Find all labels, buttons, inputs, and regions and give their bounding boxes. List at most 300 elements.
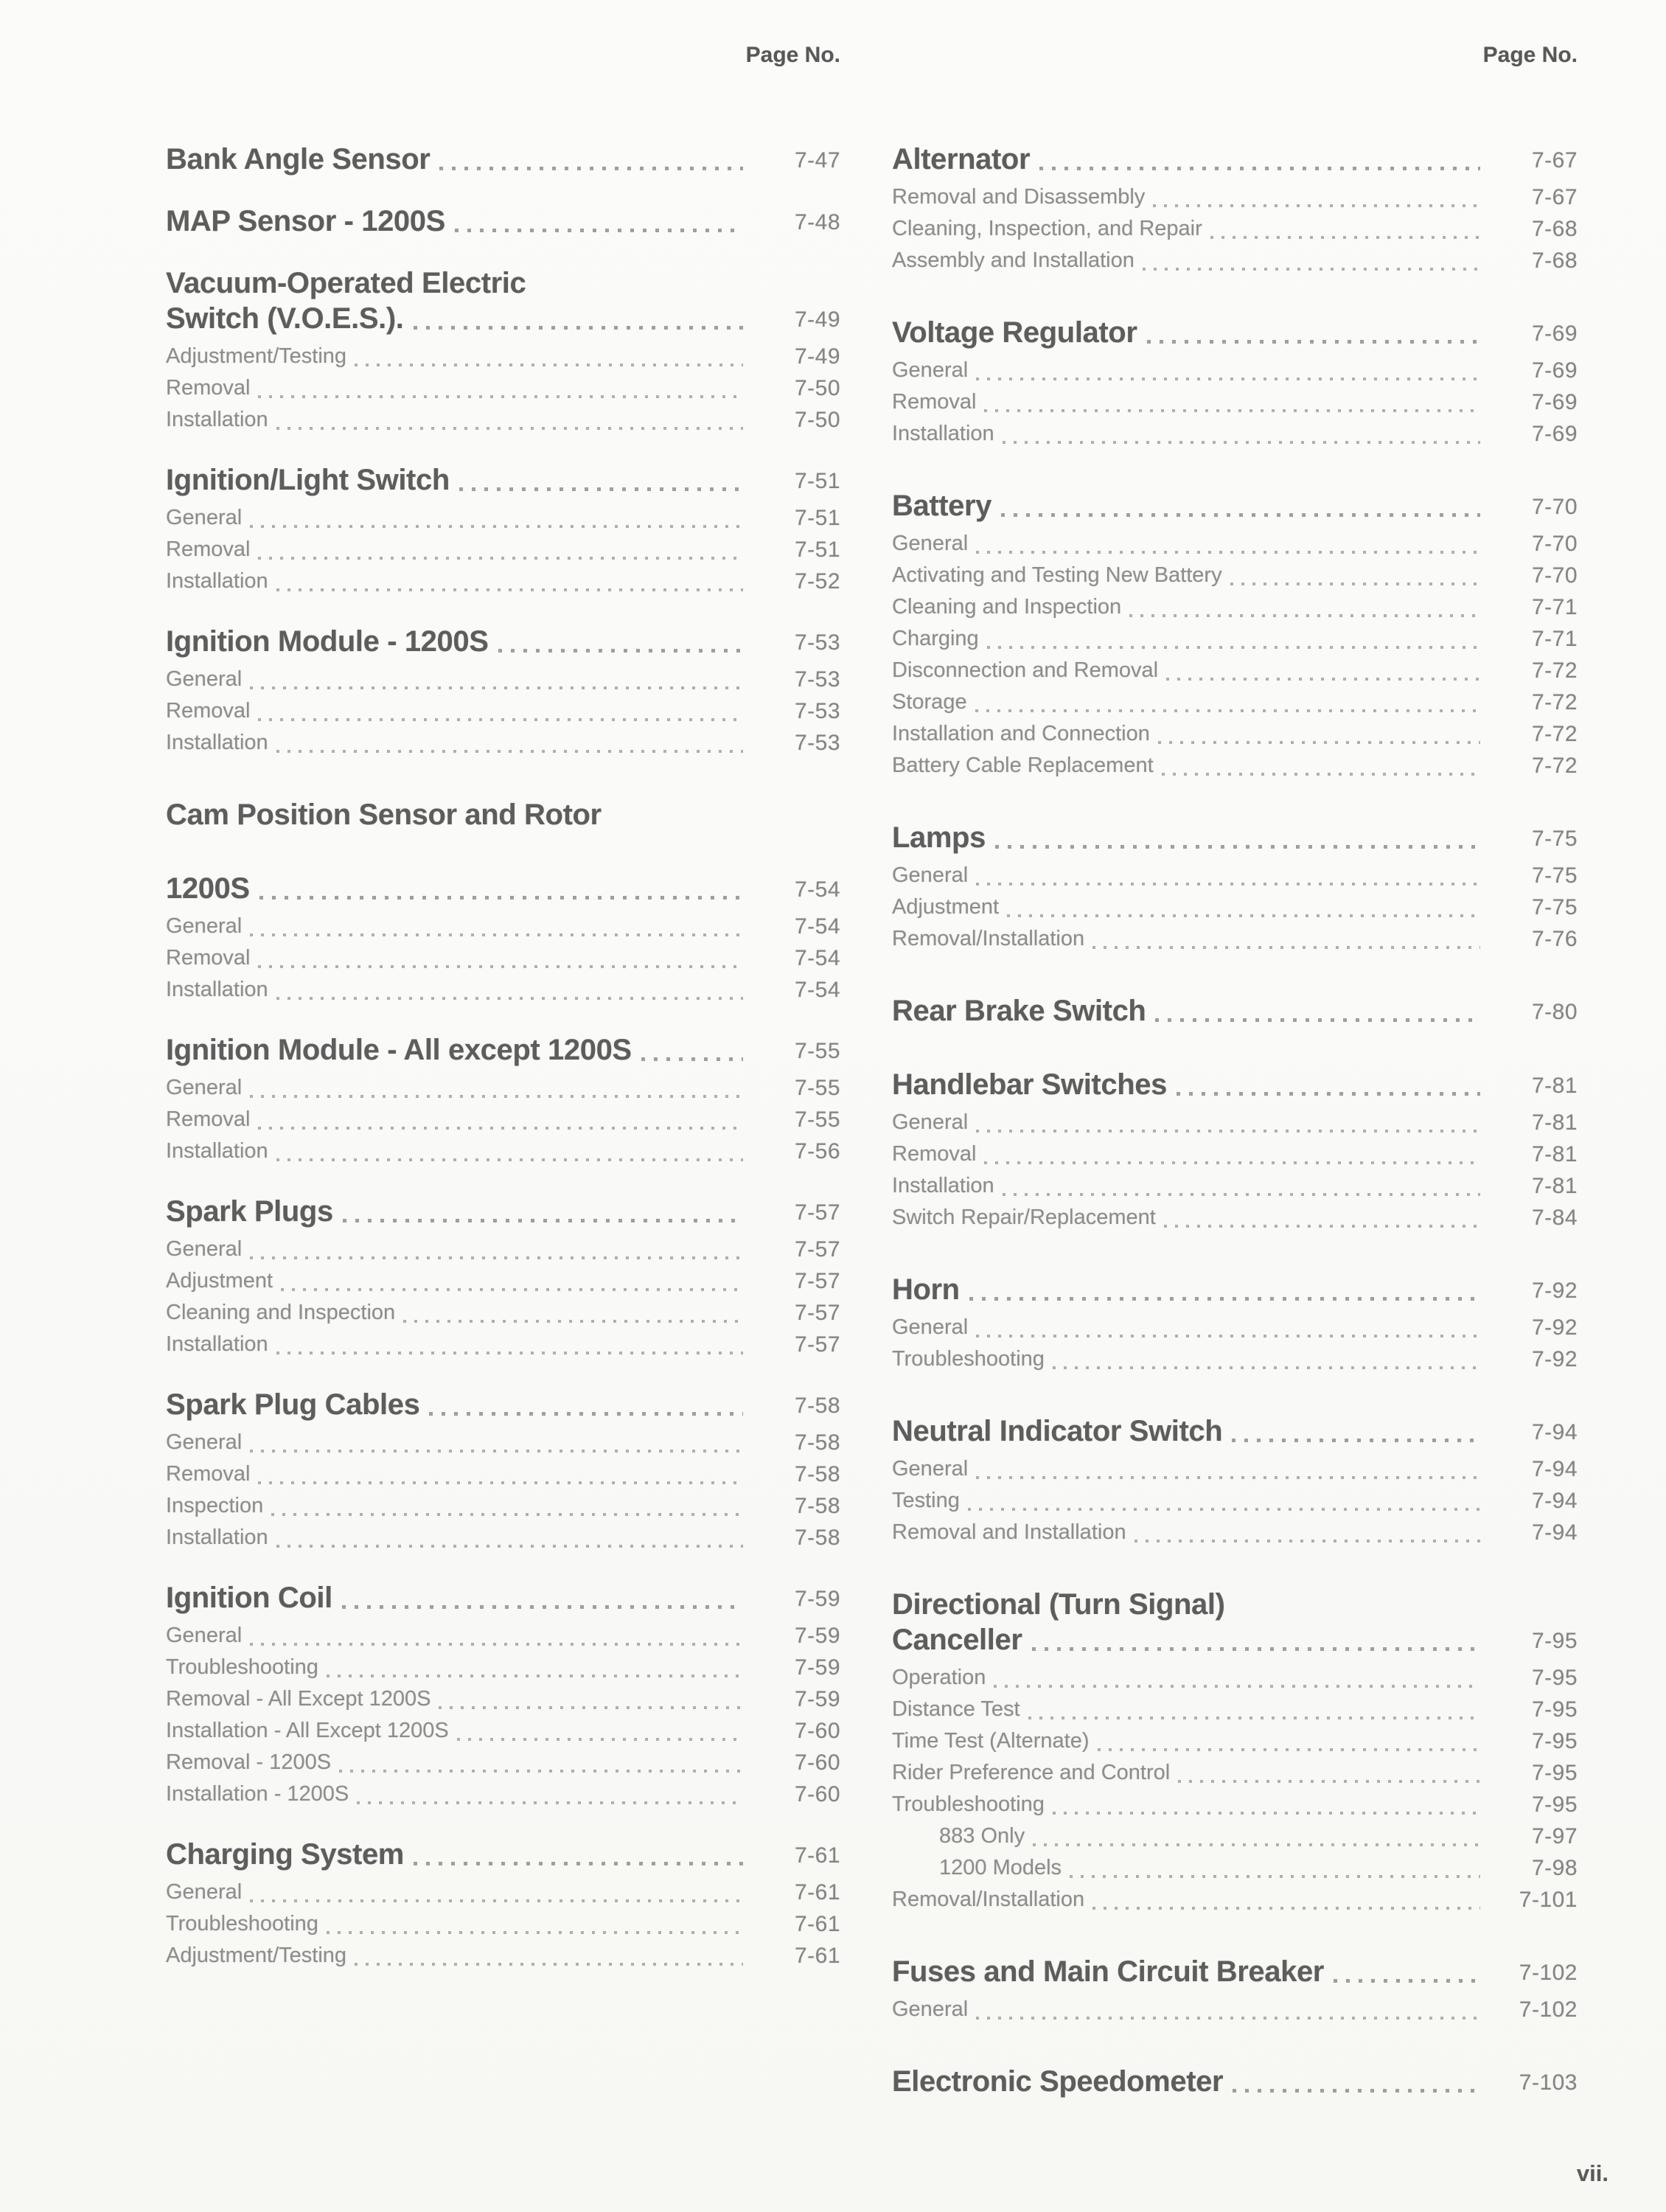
page-no-header-right bbox=[892, 43, 1578, 68]
toc-sub-row bbox=[892, 1789, 1578, 1820]
toc-entry-page: 7-72 bbox=[1531, 722, 1578, 746]
toc-entry-label: Removal bbox=[892, 390, 977, 414]
toc-entry-label: Assembly and Installation bbox=[892, 248, 1135, 272]
toc-entry-page: 7-72 bbox=[1531, 690, 1578, 714]
dot-leader bbox=[1232, 1439, 1480, 1442]
toc-entry-label: Bank Angle Sensor bbox=[166, 143, 431, 175]
toc-heading-row bbox=[166, 624, 840, 659]
toc-entry-label: Removal - 1200S bbox=[166, 1750, 332, 1774]
dot-leader bbox=[259, 896, 743, 900]
toc-sub-row bbox=[892, 1852, 1578, 1884]
toc-entry-label: General bbox=[892, 1457, 969, 1481]
toc-entry-label: General bbox=[892, 863, 969, 887]
toc-entry-page: 7-95 bbox=[1531, 1666, 1578, 1690]
toc-sub-row bbox=[166, 1490, 840, 1522]
toc-entries-left bbox=[166, 142, 840, 1972]
toc-sub-row bbox=[166, 1620, 840, 1652]
dot-leader bbox=[250, 1899, 743, 1902]
toc-heading-row bbox=[892, 820, 1578, 855]
toc-sub-row bbox=[892, 1107, 1578, 1138]
toc-entry-page: 7-56 bbox=[794, 1139, 840, 1164]
toc-entry-page: 7-84 bbox=[1531, 1206, 1578, 1230]
toc-entry-page: 7-57 bbox=[794, 1332, 840, 1357]
toc-entry-page: 7-67 bbox=[1531, 148, 1578, 173]
toc-entry-label: Distance Test bbox=[892, 1697, 1020, 1721]
toc-entry-page: 7-59 bbox=[794, 1624, 840, 1648]
toc-entries-right bbox=[892, 142, 1578, 2099]
toc-entry-label: Adjustment bbox=[166, 1269, 273, 1293]
toc-entry-label: Adjustment/Testing bbox=[166, 344, 347, 368]
toc-entry-page: 7-92 bbox=[1531, 1315, 1578, 1340]
toc-entry-page: 7-103 bbox=[1519, 2070, 1578, 2095]
dot-leader bbox=[1039, 167, 1480, 170]
toc-heading-row bbox=[892, 1413, 1578, 1449]
toc-sub-row bbox=[166, 942, 840, 974]
dot-leader bbox=[1164, 1225, 1480, 1228]
toc-sub-row bbox=[166, 1234, 840, 1265]
toc-entry-label: General bbox=[892, 1110, 969, 1134]
toc-entry-label: Cleaning and Inspection bbox=[892, 595, 1122, 619]
dot-leader bbox=[439, 1706, 743, 1709]
toc-sub-row bbox=[166, 727, 840, 759]
toc-sub-row bbox=[892, 386, 1578, 418]
toc-entry-page: 7-101 bbox=[1519, 1888, 1578, 1912]
toc-entry-page: 7-94 bbox=[1531, 1520, 1578, 1545]
toc-sub-row bbox=[892, 1517, 1578, 1548]
toc-entry-label: Testing bbox=[892, 1489, 960, 1512]
dot-leader bbox=[1230, 582, 1480, 585]
toc-entry-label: Installation bbox=[166, 1526, 268, 1549]
toc-sub-row bbox=[892, 1884, 1578, 1916]
dot-leader bbox=[343, 1219, 743, 1222]
toc-sub-row bbox=[892, 750, 1578, 782]
toc-sub-row bbox=[892, 1453, 1578, 1485]
toc-entry-page: 7-54 bbox=[794, 914, 840, 939]
toc-entry-page: 7-94 bbox=[1531, 1489, 1578, 1513]
toc-entry-label: Fuses and Main Circuit Breaker bbox=[892, 1955, 1324, 1988]
dot-leader bbox=[258, 965, 743, 968]
dot-leader bbox=[276, 750, 743, 753]
toc-entry-label: Ignition/Light Switch bbox=[166, 464, 450, 496]
toc-entry-page: 7-75 bbox=[1531, 895, 1578, 919]
toc-entry-page: 7-49 bbox=[794, 344, 840, 369]
toc-entry-label: Operation bbox=[892, 1666, 986, 1689]
toc-entry-page: 7-70 bbox=[1531, 532, 1578, 556]
dot-leader bbox=[1147, 340, 1481, 344]
toc-entry-page: 7-67 bbox=[1531, 185, 1578, 209]
toc-heading-row bbox=[166, 871, 840, 906]
toc-entry-label: Charging bbox=[892, 627, 979, 650]
toc-entry-page: 7-61 bbox=[794, 1843, 840, 1868]
dot-leader bbox=[995, 845, 1480, 849]
toc-sub-row bbox=[892, 891, 1578, 923]
toc-entry-page: 7-58 bbox=[794, 1394, 840, 1418]
toc-entry-label: General bbox=[166, 1430, 243, 1454]
toc-sub-row bbox=[892, 528, 1578, 560]
toc-sub-row bbox=[892, 686, 1578, 718]
dot-leader bbox=[1334, 1979, 1480, 1983]
dot-leader bbox=[258, 395, 743, 398]
toc-entry-label: Cam Position Sensor and Rotor bbox=[166, 799, 602, 831]
toc-entry-label: General bbox=[166, 506, 243, 529]
toc-entry-label: Cleaning and Inspection bbox=[166, 1301, 396, 1324]
dot-leader bbox=[1135, 1540, 1480, 1543]
toc-entry-label: Rear Brake Switch bbox=[892, 995, 1146, 1027]
dot-leader bbox=[355, 364, 743, 366]
toc-entry-page: 7-70 bbox=[1531, 495, 1578, 519]
dot-leader bbox=[1166, 678, 1480, 681]
dot-leader bbox=[1092, 946, 1480, 949]
toc-entry-page: 7-95 bbox=[1531, 1792, 1578, 1817]
dot-leader bbox=[976, 1335, 1480, 1338]
dot-leader bbox=[1143, 268, 1480, 271]
toc-entry-label: Voltage Regulator bbox=[892, 316, 1137, 349]
dot-leader bbox=[250, 933, 743, 936]
dot-leader bbox=[250, 686, 743, 689]
dot-leader bbox=[276, 427, 743, 430]
toc-sub-row bbox=[166, 664, 840, 695]
toc-heading-row bbox=[166, 142, 840, 177]
dot-leader bbox=[1155, 1018, 1480, 1022]
toc-entry-page: 7-75 bbox=[1531, 863, 1578, 888]
toc-heading-row bbox=[892, 315, 1578, 350]
toc-entry-page: 7-57 bbox=[794, 1269, 840, 1293]
toc-sub-row bbox=[166, 1135, 840, 1167]
toc-entry-page: 7-54 bbox=[794, 978, 840, 1002]
toc-entry-page: 7-53 bbox=[794, 699, 840, 723]
toc-entry-page: 7-72 bbox=[1531, 658, 1578, 683]
toc-entry-label: General bbox=[166, 914, 243, 938]
dot-leader bbox=[258, 1127, 743, 1130]
toc-heading-row bbox=[166, 1387, 840, 1422]
dot-leader bbox=[339, 1770, 743, 1773]
toc-sub-row bbox=[166, 1329, 840, 1360]
toc-column-right bbox=[892, 43, 1578, 2099]
dot-leader bbox=[1028, 1717, 1480, 1719]
toc-entry-page: 7-94 bbox=[1531, 1457, 1578, 1481]
toc-entry-page: 7-47 bbox=[794, 148, 840, 173]
dot-leader bbox=[976, 551, 1480, 554]
toc-heading-row bbox=[166, 1032, 840, 1068]
dot-leader bbox=[1033, 1843, 1480, 1846]
toc-entry-page: 7-81 bbox=[1531, 1110, 1578, 1135]
toc-entry-page: 7-51 bbox=[794, 538, 840, 562]
toc-entry-page: 7-52 bbox=[794, 569, 840, 594]
toc-entry-label: Adjustment bbox=[892, 895, 1000, 919]
toc-entry-page: 7-92 bbox=[1531, 1279, 1578, 1303]
toc-entry-label: Ignition Module - All except 1200S bbox=[166, 1034, 632, 1066]
dot-leader bbox=[1070, 1875, 1480, 1878]
toc-entry-page: 7-95 bbox=[1531, 1729, 1578, 1753]
toc-entry-label: Spark Plug Cables bbox=[166, 1388, 420, 1421]
toc-entry-page: 7-53 bbox=[794, 630, 840, 655]
toc-entry-label: Troubleshooting bbox=[892, 1347, 1045, 1371]
toc-entry-label: 1200 Models bbox=[939, 1856, 1062, 1879]
toc-heading-row bbox=[892, 1587, 1578, 1622]
toc-entry-page: 7-61 bbox=[794, 1944, 840, 1968]
dot-leader bbox=[429, 1412, 743, 1416]
toc-sub-row bbox=[166, 1297, 840, 1329]
toc-entry-page: 7-59 bbox=[794, 1587, 840, 1611]
toc-entry-label: Storage bbox=[892, 690, 967, 714]
toc-entry-label: Removal bbox=[166, 1107, 251, 1131]
dot-leader bbox=[271, 1513, 743, 1516]
toc-sub-row bbox=[166, 1458, 840, 1490]
toc-sub-row bbox=[892, 1138, 1578, 1170]
dot-leader bbox=[969, 1297, 1480, 1301]
dot-leader bbox=[976, 2017, 1480, 2020]
toc-entry-label: Troubleshooting bbox=[166, 1655, 318, 1679]
toc-sub-row bbox=[892, 181, 1578, 213]
toc-entry-page: 7-55 bbox=[794, 1076, 840, 1100]
toc-sub-row bbox=[892, 560, 1578, 591]
toc-entry-page: 7-98 bbox=[1531, 1856, 1578, 1880]
toc-heading-row bbox=[892, 2064, 1578, 2099]
toc-entry-label: Battery Cable Replacement bbox=[892, 754, 1154, 777]
toc-entry-label: Disconnection and Removal bbox=[892, 658, 1159, 682]
toc-sub-row bbox=[892, 1994, 1578, 2025]
toc-heading-row bbox=[892, 1067, 1578, 1102]
dot-leader bbox=[987, 646, 1480, 649]
dot-leader bbox=[327, 1931, 743, 1934]
dot-leader bbox=[1003, 441, 1480, 444]
toc-sub-row bbox=[166, 1715, 840, 1747]
dot-leader bbox=[250, 1095, 743, 1098]
toc-entry-label: Installation - 1200S bbox=[166, 1782, 349, 1806]
toc-sub-row bbox=[892, 213, 1578, 245]
dot-leader bbox=[976, 1130, 1480, 1133]
dot-leader bbox=[250, 525, 743, 528]
toc-heading-row bbox=[166, 1837, 840, 1872]
toc-entry-label: Horn bbox=[892, 1273, 960, 1306]
dot-leader bbox=[258, 1481, 743, 1484]
toc-heading-row bbox=[166, 204, 840, 239]
toc-sub-row bbox=[166, 1427, 840, 1458]
toc-heading-row bbox=[892, 1622, 1578, 1658]
dot-leader bbox=[1233, 2089, 1480, 2093]
toc-entry-label: Installation bbox=[166, 1332, 268, 1356]
toc-entry-label: Removal and Installation bbox=[892, 1520, 1126, 1544]
toc-sub-row bbox=[166, 911, 840, 942]
toc-sub-row bbox=[892, 923, 1578, 955]
dot-leader bbox=[276, 588, 743, 591]
toc-entry-label: Installation bbox=[166, 731, 268, 754]
dot-leader bbox=[414, 1862, 743, 1865]
toc-entry-label: Removal bbox=[166, 538, 251, 561]
page-no-header-left bbox=[166, 43, 840, 68]
toc-entry-label: Installation bbox=[166, 408, 268, 431]
toc-entry-page: 7-60 bbox=[794, 1782, 840, 1806]
dot-leader bbox=[250, 1450, 743, 1453]
toc-entry-label: Directional (Turn Signal) bbox=[892, 1588, 1225, 1621]
toc-sub-row bbox=[166, 1778, 840, 1810]
toc-entry-page: 7-58 bbox=[794, 1494, 840, 1518]
toc-sub-row bbox=[166, 1104, 840, 1135]
toc-entry-page: 7-60 bbox=[794, 1750, 840, 1775]
toc-sub-row bbox=[892, 1757, 1578, 1789]
dot-leader bbox=[1177, 1092, 1480, 1096]
dot-leader bbox=[258, 718, 743, 721]
toc-entry-label: General bbox=[892, 1997, 969, 2021]
toc-sub-row bbox=[166, 534, 840, 566]
toc-sub-row bbox=[892, 1662, 1578, 1694]
toc-entry-page: 7-57 bbox=[794, 1200, 840, 1225]
toc-sub-row bbox=[166, 1522, 840, 1554]
dot-leader bbox=[994, 1685, 1480, 1688]
toc-entry-page: 7-55 bbox=[794, 1039, 840, 1063]
toc-entry-page: 7-76 bbox=[1531, 927, 1578, 951]
toc-entry-label: Removal bbox=[166, 1462, 251, 1486]
toc-entry-page: 7-97 bbox=[1531, 1824, 1578, 1848]
toc-entry-label: General bbox=[892, 532, 969, 555]
toc-entry-label: Alternator bbox=[892, 143, 1031, 175]
toc-sub-row bbox=[166, 695, 840, 727]
dot-leader bbox=[976, 1476, 1480, 1479]
toc-entry-label: Installation - All Except 1200S bbox=[166, 1719, 449, 1742]
toc-sub-row bbox=[892, 1170, 1578, 1202]
toc-entry-label: Adjustment/Testing bbox=[166, 1944, 347, 1967]
toc-sub-row bbox=[166, 1652, 840, 1683]
dot-leader bbox=[1153, 204, 1480, 207]
toc-sub-row bbox=[166, 404, 840, 436]
toc-heading-row bbox=[892, 142, 1578, 177]
toc-entry-label: Switch Repair/Replacement bbox=[892, 1206, 1156, 1229]
toc-entry-label: Troubleshooting bbox=[166, 1912, 318, 1935]
toc-entry-page: 7-95 bbox=[1531, 1697, 1578, 1722]
toc-entry-label: Canceller bbox=[892, 1624, 1022, 1656]
toc-entry-page: 7-50 bbox=[794, 376, 840, 400]
toc-entry-page: 7-81 bbox=[1531, 1142, 1578, 1166]
toc-sub-row bbox=[892, 860, 1578, 891]
dot-leader bbox=[250, 1256, 743, 1259]
toc-heading-row bbox=[166, 462, 840, 498]
toc-entry-page: 7-81 bbox=[1531, 1174, 1578, 1198]
toc-entry-page: 7-68 bbox=[1531, 217, 1578, 241]
dot-leader bbox=[455, 229, 743, 232]
toc-sub-row bbox=[892, 1820, 1578, 1852]
toc-entry-page: 7-81 bbox=[1531, 1074, 1578, 1098]
toc-entry-label: Switch (V.O.E.S.). bbox=[166, 302, 404, 335]
toc-entry-label: Installation bbox=[166, 1139, 268, 1163]
toc-heading-row bbox=[166, 797, 840, 832]
toc-entry-label: Removal bbox=[166, 376, 251, 400]
toc-sub-row bbox=[892, 718, 1578, 750]
toc-heading-row bbox=[892, 1954, 1578, 1989]
dot-leader bbox=[281, 1288, 743, 1291]
dot-leader bbox=[984, 409, 1480, 412]
toc-entry-label: Troubleshooting bbox=[892, 1792, 1045, 1816]
dot-leader bbox=[1092, 1907, 1480, 1910]
toc-sub-row bbox=[166, 1908, 840, 1940]
dot-leader bbox=[1001, 513, 1480, 517]
toc-entry-label: Neutral Indicator Switch bbox=[892, 1415, 1223, 1447]
toc-entry-page: 7-61 bbox=[794, 1880, 840, 1905]
toc-entry-label: Rider Preference and Control bbox=[892, 1761, 1171, 1784]
toc-entry-label: 883 Only bbox=[939, 1824, 1025, 1848]
toc-entry-label: Cleaning, Inspection, and Repair bbox=[892, 217, 1202, 240]
toc-entry-label: General bbox=[166, 1237, 243, 1261]
toc-sub-row bbox=[892, 245, 1578, 276]
toc-entry-page: 7-48 bbox=[794, 210, 840, 234]
dot-leader bbox=[250, 1643, 743, 1646]
toc-entry-page: 7-51 bbox=[794, 506, 840, 530]
toc-entry-label: Installation bbox=[166, 978, 268, 1001]
toc-entry-page: 7-59 bbox=[794, 1655, 840, 1680]
toc-entry-page: 7-68 bbox=[1531, 248, 1578, 273]
toc-entry-label: General bbox=[892, 1315, 969, 1339]
toc-heading-row bbox=[166, 1580, 840, 1615]
toc-entry-page: 7-69 bbox=[1531, 422, 1578, 446]
toc-entry-page: 7-102 bbox=[1519, 1961, 1578, 1985]
toc-sub-row bbox=[166, 1940, 840, 1972]
toc-entry-label: Removal bbox=[166, 946, 251, 970]
toc-sub-row bbox=[166, 1265, 840, 1297]
toc-entry-label: 1200S bbox=[166, 872, 250, 905]
toc-sub-row bbox=[166, 1683, 840, 1715]
dot-leader bbox=[1210, 236, 1480, 239]
toc-entry-label: Spark Plugs bbox=[166, 1195, 333, 1228]
toc-heading-row bbox=[166, 301, 840, 336]
toc-entry-page: 7-92 bbox=[1531, 1347, 1578, 1371]
dot-leader bbox=[1053, 1812, 1480, 1815]
dot-leader bbox=[258, 557, 743, 560]
toc-sub-row bbox=[892, 623, 1578, 655]
toc-entry-label: Battery bbox=[892, 490, 992, 522]
toc-sub-row bbox=[166, 1877, 840, 1908]
dot-leader bbox=[1032, 1647, 1481, 1651]
toc-entry-label: Ignition Coil bbox=[166, 1582, 332, 1614]
toc-sub-row bbox=[892, 1202, 1578, 1234]
toc-entry-label: Handlebar Switches bbox=[892, 1068, 1167, 1101]
toc-sub-row bbox=[892, 1725, 1578, 1757]
toc-sub-row bbox=[166, 341, 840, 372]
toc-sub-row bbox=[892, 591, 1578, 623]
dot-leader bbox=[403, 1320, 743, 1323]
dot-leader bbox=[1003, 1193, 1480, 1196]
toc-entry-page: 7-69 bbox=[1531, 390, 1578, 414]
toc-entry-label: Lamps bbox=[892, 821, 986, 854]
toc-sub-row bbox=[166, 1072, 840, 1104]
toc-sub-row bbox=[892, 1694, 1578, 1725]
toc-entry-page: 7-58 bbox=[794, 1430, 840, 1455]
toc-entry-page: 7-94 bbox=[1531, 1420, 1578, 1444]
toc-heading-row bbox=[892, 1272, 1578, 1307]
dot-leader bbox=[976, 378, 1480, 380]
toc-entry-label: Installation bbox=[166, 569, 268, 593]
toc-heading-row bbox=[892, 488, 1578, 524]
toc-entry-page: 7-72 bbox=[1531, 754, 1578, 778]
toc-entry-label: Ignition Module - 1200S bbox=[166, 625, 489, 658]
dot-leader bbox=[1162, 773, 1480, 776]
toc-entry-page: 7-69 bbox=[1531, 358, 1578, 383]
toc-entry-label: General bbox=[166, 667, 243, 691]
dot-leader bbox=[976, 883, 1480, 886]
toc-entry-page: 7-58 bbox=[794, 1462, 840, 1486]
dot-leader bbox=[1129, 614, 1480, 617]
toc-sub-row bbox=[892, 418, 1578, 450]
toc-entry-page: 7-69 bbox=[1531, 321, 1578, 346]
dot-leader bbox=[641, 1057, 743, 1061]
toc-entry-page: 7-59 bbox=[794, 1687, 840, 1711]
toc-entry-page: 7-58 bbox=[794, 1526, 840, 1550]
toc-entry-page: 7-60 bbox=[794, 1719, 840, 1743]
toc-entry-label: General bbox=[166, 1624, 243, 1647]
toc-entry-label: General bbox=[166, 1076, 243, 1099]
toc-entry-page: 7-71 bbox=[1531, 627, 1578, 651]
toc-entry-page: 7-80 bbox=[1531, 1000, 1578, 1024]
dot-leader bbox=[1007, 914, 1480, 917]
toc-sub-row bbox=[892, 1312, 1578, 1343]
